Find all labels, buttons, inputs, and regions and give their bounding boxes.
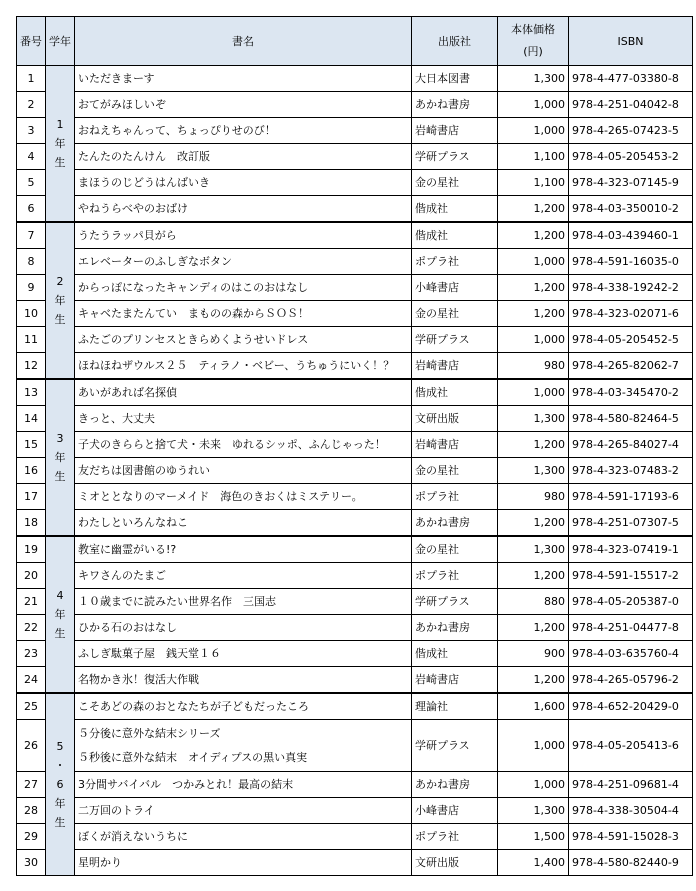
- book-title: 名物かき氷！復活大作戦: [78, 672, 199, 686]
- cell-price: 1,000: [498, 118, 569, 144]
- book-title: ふしぎ駄菓子屋 銭天堂１６: [78, 646, 221, 660]
- cell-publisher: 金の星社: [412, 301, 498, 327]
- table-row: [17, 850, 693, 876]
- table-row: [17, 824, 693, 850]
- book-title: 子犬のきららと捨て犬・未来 ゆれるシッポ、ふんじゃった！: [78, 437, 386, 451]
- grade-char: 年: [54, 797, 66, 810]
- table-row: [17, 536, 693, 563]
- cell-price: 1,200: [498, 432, 569, 458]
- cell-isbn: 978-4-591-16035-0: [569, 249, 693, 275]
- cell-publisher: ポプラ社: [412, 484, 498, 510]
- cell-publisher: 金の星社: [412, 536, 498, 563]
- table-row: [17, 484, 693, 510]
- cell-no: 26: [17, 720, 46, 772]
- cell-isbn: 978-4-591-15028-3: [569, 824, 693, 850]
- cell-title: [75, 406, 412, 432]
- cell-title: [75, 301, 412, 327]
- cell-no: 25: [17, 693, 46, 720]
- cell-no: 29: [17, 824, 46, 850]
- table-row: [17, 196, 693, 223]
- cell-title: [75, 327, 412, 353]
- cell-price: 1,400: [498, 850, 569, 876]
- grade-char: 生: [54, 470, 66, 483]
- book-title: 二万回のトライ: [78, 803, 155, 817]
- cell-publisher: 文研出版: [412, 850, 498, 876]
- cell-isbn: 978-4-05-205453-2: [569, 144, 693, 170]
- header-price: [498, 17, 569, 66]
- cell-publisher: 大日本図書: [412, 66, 498, 92]
- cell-title: [75, 563, 412, 589]
- cell-no: 5: [17, 170, 46, 196]
- cell-isbn: 978-4-05-205452-5: [569, 327, 693, 353]
- table-row: [17, 772, 693, 798]
- cell-price: 1,200: [498, 222, 569, 249]
- cell-publisher: 学研プラス: [412, 144, 498, 170]
- grade-label: [46, 379, 75, 536]
- cell-isbn: 978-4-591-15517-2: [569, 563, 693, 589]
- cell-title: [75, 589, 412, 615]
- cell-isbn: 978-4-580-82440-9: [569, 850, 693, 876]
- header-price-line1: 本体価格: [511, 23, 555, 36]
- cell-title: [75, 641, 412, 667]
- cell-isbn: 978-4-251-07307-5: [569, 510, 693, 537]
- table-row: [17, 406, 693, 432]
- book-title: ほねほねザウルス２５ ティラノ・ベビー、うちゅうにいく！？: [78, 358, 395, 372]
- header-row: [17, 17, 693, 66]
- cell-publisher: あかね書房: [412, 772, 498, 798]
- cell-no: 3: [17, 118, 46, 144]
- table-row: [17, 589, 693, 615]
- book-title: きっと、大丈夫: [78, 411, 155, 425]
- book-title: こそあどの森のおとなたちが子どもだったころ: [78, 699, 309, 713]
- cell-title: [75, 379, 412, 406]
- cell-price: 980: [498, 353, 569, 380]
- book-title: やねうらべやのおばけ: [78, 201, 188, 215]
- cell-isbn: 978-4-477-03380-8: [569, 66, 693, 92]
- cell-isbn: 978-4-251-04477-8: [569, 615, 693, 641]
- cell-title: [75, 693, 412, 720]
- cell-price: 1,300: [498, 406, 569, 432]
- cell-title: [75, 850, 412, 876]
- book-title: エレベーターのふしぎなボタン: [78, 254, 232, 268]
- cell-publisher: ポプラ社: [412, 249, 498, 275]
- cell-publisher: 岩崎書店: [412, 118, 498, 144]
- book-title: ５秒後に意外な結末 オイディプスの黒い真実: [78, 750, 308, 764]
- cell-price: 1,200: [498, 275, 569, 301]
- table-row: [17, 615, 693, 641]
- cell-price: 980: [498, 484, 569, 510]
- grade-label: [46, 536, 75, 693]
- cell-isbn: 978-4-652-20429-0: [569, 693, 693, 720]
- table-row: [17, 118, 693, 144]
- book-title: 教室に幽霊がいる!?: [78, 542, 177, 556]
- cell-price: 1,000: [498, 327, 569, 353]
- cell-no: 14: [17, 406, 46, 432]
- book-title: いただきまーす: [78, 71, 155, 85]
- table-row: [17, 432, 693, 458]
- cell-title: [75, 720, 412, 772]
- cell-no: 2: [17, 92, 46, 118]
- cell-isbn: 978-4-580-82464-5: [569, 406, 693, 432]
- table-row: [17, 144, 693, 170]
- cell-publisher: 偕成社: [412, 222, 498, 249]
- cell-price: 1,200: [498, 510, 569, 537]
- header-publisher: 出版社: [412, 17, 498, 66]
- cell-price: 1,000: [498, 379, 569, 406]
- cell-price: 1,200: [498, 301, 569, 327]
- cell-no: 1: [17, 66, 46, 92]
- cell-isbn: 978-4-05-205413-6: [569, 720, 693, 772]
- cell-no: 17: [17, 484, 46, 510]
- cell-publisher: ポプラ社: [412, 824, 498, 850]
- table-row: [17, 66, 693, 92]
- cell-no: 23: [17, 641, 46, 667]
- cell-price: 1,000: [498, 720, 569, 772]
- cell-title: [75, 484, 412, 510]
- cell-no: 13: [17, 379, 46, 406]
- cell-title: [75, 249, 412, 275]
- cell-isbn: 978-4-338-30504-4: [569, 798, 693, 824]
- cell-price: 1,100: [498, 170, 569, 196]
- book-title: たんたのたんけん 改訂版: [78, 149, 210, 163]
- grade-char: 年: [54, 137, 66, 150]
- book-title: ５分後に意外な結末シリーズ: [78, 726, 221, 740]
- cell-isbn: 978-4-323-07145-9: [569, 170, 693, 196]
- book-title: おてがみほしいぞ: [78, 97, 166, 111]
- cell-isbn: 978-4-03-345470-2: [569, 379, 693, 406]
- grade-char: 生: [54, 816, 66, 829]
- cell-price: 880: [498, 589, 569, 615]
- grade-label: [46, 222, 75, 379]
- table-row: [17, 353, 693, 380]
- cell-title: [75, 92, 412, 118]
- cell-title: [75, 536, 412, 563]
- cell-no: 27: [17, 772, 46, 798]
- cell-publisher: あかね書房: [412, 510, 498, 537]
- cell-price: 1,600: [498, 693, 569, 720]
- cell-publisher: 岩崎書店: [412, 667, 498, 694]
- grade-char: 2: [56, 275, 64, 288]
- cell-no: 10: [17, 301, 46, 327]
- cell-title: [75, 432, 412, 458]
- cell-no: 12: [17, 353, 46, 380]
- grade-char: 生: [54, 627, 66, 640]
- cell-price: 1,300: [498, 66, 569, 92]
- header-title: 書名: [75, 17, 412, 66]
- book-title: うたうラッパ貝がら: [78, 228, 177, 242]
- grade-char: 3: [56, 432, 64, 445]
- cell-no: 20: [17, 563, 46, 589]
- book-title: まほうのじどうはんばいき: [78, 175, 210, 189]
- table-row: [17, 275, 693, 301]
- cell-isbn: 978-4-251-04042-8: [569, 92, 693, 118]
- table-row: [17, 510, 693, 537]
- cell-title: [75, 196, 412, 223]
- cell-isbn: 978-4-03-439460-1: [569, 222, 693, 249]
- cell-price: 900: [498, 641, 569, 667]
- book-title: ミオととなりのマーメイド 海色のきおくはミステリー。: [78, 489, 363, 503]
- cell-no: 6: [17, 196, 46, 223]
- cell-title: [75, 667, 412, 694]
- cell-isbn: 978-4-265-07423-5: [569, 118, 693, 144]
- cell-isbn: 978-4-265-82062-7: [569, 353, 693, 380]
- cell-title: [75, 66, 412, 92]
- cell-title: [75, 824, 412, 850]
- cell-price: 1,100: [498, 144, 569, 170]
- cell-no: 28: [17, 798, 46, 824]
- cell-publisher: 文研出版: [412, 406, 498, 432]
- cell-no: 9: [17, 275, 46, 301]
- grade-char: 5: [56, 740, 64, 753]
- grade-char: 4: [56, 589, 64, 602]
- book-title: ぼくが消えないうちに: [78, 829, 188, 843]
- book-title: わたしといろんなねこ: [78, 515, 188, 529]
- table-row: [17, 458, 693, 484]
- cell-publisher: 学研プラス: [412, 589, 498, 615]
- cell-publisher: 偕成社: [412, 641, 498, 667]
- cell-title: [75, 353, 412, 380]
- table-row: [17, 170, 693, 196]
- cell-no: 24: [17, 667, 46, 694]
- cell-title: [75, 222, 412, 249]
- cell-price: 1,500: [498, 824, 569, 850]
- cell-title: [75, 144, 412, 170]
- cell-publisher: 岩崎書店: [412, 432, 498, 458]
- table-row: [17, 798, 693, 824]
- cell-title: [75, 458, 412, 484]
- table-row: [17, 641, 693, 667]
- cell-title: [75, 118, 412, 144]
- cell-isbn: 978-4-338-19242-2: [569, 275, 693, 301]
- cell-title: [75, 510, 412, 537]
- cell-price: 1,200: [498, 667, 569, 694]
- cell-publisher: 理論社: [412, 693, 498, 720]
- cell-isbn: 978-4-265-84027-4: [569, 432, 693, 458]
- grade-label: [46, 66, 75, 223]
- book-title: あいがあれば名探偵: [78, 385, 177, 399]
- book-title: 3分間サバイバル つかみとれ！最高の結末: [78, 777, 294, 791]
- cell-publisher: ポプラ社: [412, 563, 498, 589]
- cell-isbn: 978-4-05-205387-0: [569, 589, 693, 615]
- cell-price: 1,300: [498, 536, 569, 563]
- cell-no: 16: [17, 458, 46, 484]
- cell-publisher: 金の星社: [412, 170, 498, 196]
- cell-publisher: 偕成社: [412, 379, 498, 406]
- book-title: 友だちは図書館のゆうれい: [78, 463, 210, 477]
- grade-char: 年: [54, 608, 66, 621]
- cell-price: 1,200: [498, 563, 569, 589]
- grade-char: 1: [56, 118, 64, 131]
- table-row: [17, 667, 693, 694]
- grade-char: 生: [54, 156, 66, 169]
- cell-no: 21: [17, 589, 46, 615]
- cell-no: 8: [17, 249, 46, 275]
- cell-publisher: 小峰書店: [412, 275, 498, 301]
- grade-char: 生: [54, 313, 66, 326]
- cell-price: 1,200: [498, 196, 569, 223]
- table-row: [17, 301, 693, 327]
- book-title: おねえちゃんって、ちょっぴりせのび！: [78, 123, 276, 137]
- cell-price: 1,000: [498, 772, 569, 798]
- book-title: 星明かり: [78, 855, 122, 869]
- cell-price: 1,000: [498, 249, 569, 275]
- grade-char: 年: [54, 294, 66, 307]
- header-grade: 学年: [46, 17, 75, 66]
- grade-char: 6: [56, 778, 64, 791]
- book-title: ふたごのプリンセスときらめくようせいドレス: [78, 332, 309, 346]
- cell-no: 7: [17, 222, 46, 249]
- cell-isbn: 978-4-265-05796-2: [569, 667, 693, 694]
- cell-title: [75, 772, 412, 798]
- cell-price: 1,200: [498, 615, 569, 641]
- cell-no: 22: [17, 615, 46, 641]
- grade-char: 年: [54, 451, 66, 464]
- table-body: [17, 66, 693, 876]
- table-row: [17, 720, 693, 772]
- book-title: キワさんのたまご: [78, 568, 166, 582]
- cell-publisher: あかね書房: [412, 92, 498, 118]
- cell-title: [75, 170, 412, 196]
- cell-publisher: 金の星社: [412, 458, 498, 484]
- table-row: [17, 92, 693, 118]
- cell-title: [75, 615, 412, 641]
- book-title: １０歳までに読みたい世界名作 三国志: [78, 594, 276, 608]
- grade-label: [46, 693, 75, 876]
- cell-isbn: 978-4-03-350010-2: [569, 196, 693, 223]
- cell-no: 30: [17, 850, 46, 876]
- header-price-line2: (円): [523, 45, 543, 58]
- book-title: からっぽになったキャンディのはこのおはなし: [78, 280, 309, 294]
- header-no: 番号: [17, 17, 46, 66]
- table-row: [17, 693, 693, 720]
- header-isbn: ISBN: [569, 17, 693, 66]
- cell-title: [75, 798, 412, 824]
- cell-publisher: 偕成社: [412, 196, 498, 223]
- cell-isbn: 978-4-591-17193-6: [569, 484, 693, 510]
- cell-publisher: 学研プラス: [412, 327, 498, 353]
- cell-publisher: 学研プラス: [412, 720, 498, 772]
- cell-price: 1,300: [498, 798, 569, 824]
- cell-no: 18: [17, 510, 46, 537]
- cell-price: 1,300: [498, 458, 569, 484]
- book-list-table: [16, 16, 693, 876]
- table-row: [17, 249, 693, 275]
- cell-isbn: 978-4-251-09681-4: [569, 772, 693, 798]
- cell-price: 1,000: [498, 92, 569, 118]
- cell-no: 15: [17, 432, 46, 458]
- cell-isbn: 978-4-323-02071-6: [569, 301, 693, 327]
- cell-publisher: 岩崎書店: [412, 353, 498, 380]
- cell-isbn: 978-4-03-635760-4: [569, 641, 693, 667]
- table-row: [17, 379, 693, 406]
- cell-isbn: 978-4-323-07419-1: [569, 536, 693, 563]
- cell-no: 19: [17, 536, 46, 563]
- cell-no: 4: [17, 144, 46, 170]
- table-row: [17, 327, 693, 353]
- book-title: キャベたまたんてい まものの森からＳＯＳ！: [78, 306, 309, 320]
- cell-publisher: 小峰書店: [412, 798, 498, 824]
- table-row: [17, 563, 693, 589]
- grade-char: ・: [54, 759, 66, 772]
- book-title: ひかる石のおはなし: [78, 620, 177, 634]
- cell-publisher: あかね書房: [412, 615, 498, 641]
- cell-no: 11: [17, 327, 46, 353]
- cell-title: [75, 275, 412, 301]
- cell-isbn: 978-4-323-07483-2: [569, 458, 693, 484]
- table-row: [17, 222, 693, 249]
